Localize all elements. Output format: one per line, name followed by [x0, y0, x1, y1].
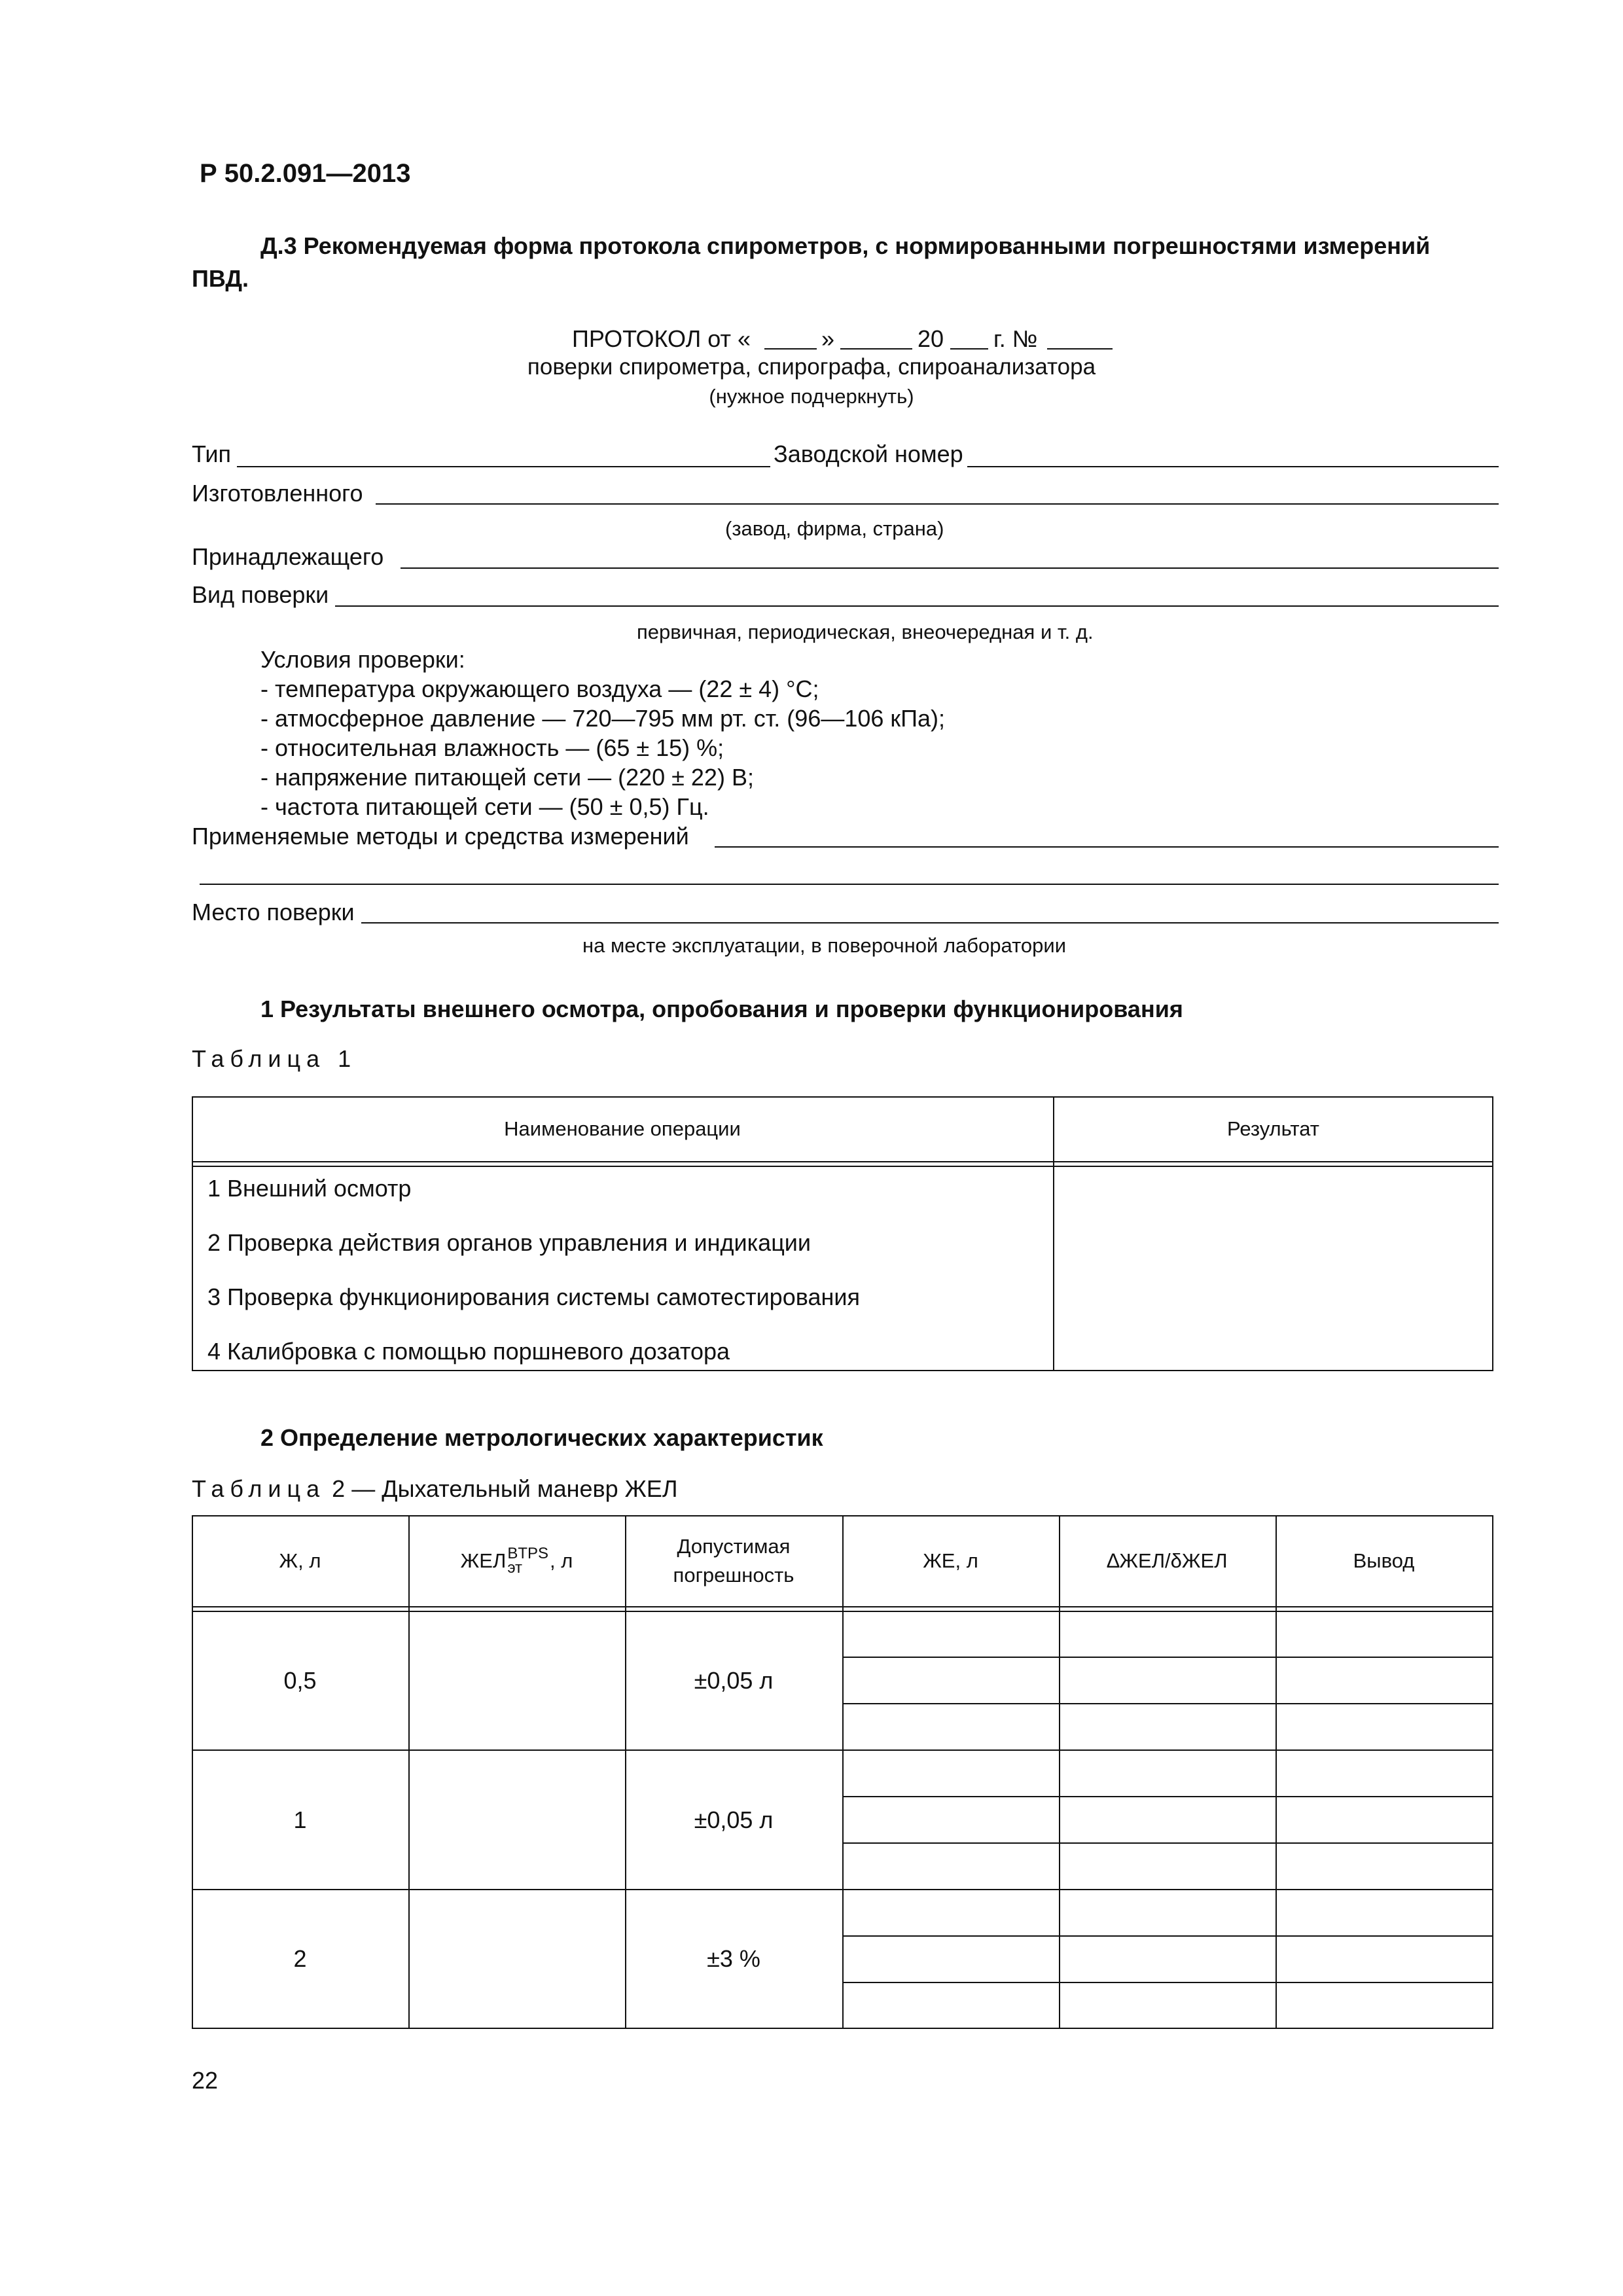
table-row: 1 Внешний осмотр	[207, 1175, 412, 1202]
made-label: Изготовленного	[192, 480, 363, 507]
verification-kind-hint: первичная, периодическая, внеочередная и т. д.	[637, 620, 1094, 643]
table-1-label: Таблица 1	[192, 1045, 357, 1072]
table-row: 2 Проверка действия органов управления и индикации	[207, 1229, 812, 1256]
table-row: 3 Проверка функционирования системы самотестирования	[207, 1283, 860, 1310]
table-2-title: 2 — Дыхательный маневр ЖЕЛ	[332, 1475, 678, 1502]
section-2-title: 2 Определение метрологических характеристик	[260, 1424, 823, 1451]
methods-field[interactable]	[715, 846, 1499, 848]
made-field[interactable]	[376, 503, 1499, 505]
table-1-header-operation: Наименование операции	[504, 1117, 741, 1140]
serial-label: Заводской номер	[774, 440, 963, 467]
table-2-header-volume: Ж, л	[279, 1549, 321, 1572]
verification-kind-label: Вид поверки	[192, 581, 329, 608]
table-2-header-tolerance	[625, 1515, 842, 1606]
number-blank	[1047, 348, 1113, 350]
table-row: 4 Калибровка с помощью поршневого дозатора	[207, 1338, 730, 1365]
header-tolerance-line-2: погрешность	[673, 1563, 794, 1587]
place-label: Место поверки	[192, 899, 355, 925]
table-2-tolerance-cell: ±0,05 л	[694, 1806, 774, 1833]
quote-close: »	[821, 325, 835, 352]
methods-field-continuation[interactable]	[200, 884, 1499, 885]
condition-temperature: - температура окружающего воздуха — (22 ± 4) °С;	[260, 675, 819, 702]
place-field[interactable]	[361, 922, 1499, 924]
month-blank	[840, 348, 912, 350]
protocol-title: ПРОТОКОЛ от «	[572, 325, 751, 352]
year-blank	[950, 348, 988, 350]
header-vc-sub: эт	[507, 1558, 523, 1577]
section-1-title: 1 Результаты внешнего осмотра, опробования и проверки функционирования	[260, 996, 1183, 1022]
table-1-header-result: Результат	[1227, 1117, 1319, 1140]
made-hint: (завод, фирма, страна)	[725, 517, 944, 540]
header-vc-main: ЖЕЛ	[460, 1549, 507, 1572]
condition-voltage: - напряжение питающей сети — (220 ± 22) В;	[260, 764, 754, 791]
condition-humidity: - относительная влажность — (65 ± 15) %;	[260, 734, 724, 761]
condition-pressure: - атмосферное давление — 720—795 мм рт. ст. (96—106 кПа);	[260, 705, 946, 732]
section-title: Д.3 Рекомендуемая форма протокола спирометров, с нормированными погрешностями измерений	[260, 232, 1431, 259]
condition-frequency: - частота питающей сети — (50 ± 0,5) Гц.	[260, 793, 709, 820]
year-prefix: 20	[918, 325, 944, 352]
type-field[interactable]	[237, 466, 770, 467]
table-2-label: Таблица	[192, 1475, 326, 1502]
table-2-header-error: ∆ЖЕЛ/δЖЕЛ	[1107, 1549, 1228, 1572]
owner-label: Принадлежащего	[192, 543, 384, 570]
table-1	[192, 1096, 1493, 1371]
protocol-note: (нужное подчеркнуть)	[709, 385, 914, 408]
table-2-header-conclusion: Вывод	[1353, 1549, 1415, 1572]
conditions-title: Условия проверки:	[260, 646, 465, 673]
table-2-caption	[192, 1475, 678, 1503]
type-label: Тип	[192, 440, 232, 467]
table-2-tolerance-cell: ±3 %	[707, 1945, 760, 1972]
place-hint: на месте эксплуатации, в поверочной лаборатории	[582, 934, 1067, 957]
table-2-volume-cell: 2	[293, 1945, 307, 1972]
table-2-header-measured: ЖЕ, л	[923, 1549, 978, 1572]
header-vc-unit: , л	[550, 1549, 573, 1572]
table-2-header-reference-vc	[408, 1515, 625, 1606]
number-label: г. №	[993, 325, 1038, 352]
document-code: Р 50.2.091—2013	[200, 159, 411, 188]
owner-field[interactable]	[401, 567, 1499, 569]
table-2-volume-cell: 1	[293, 1806, 307, 1833]
serial-field[interactable]	[967, 466, 1499, 467]
day-blank	[764, 348, 817, 350]
header-vc-sup: BTPS	[507, 1544, 548, 1562]
methods-label: Применяемые методы и средства измерений	[192, 823, 689, 850]
section-title-continuation: ПВД.	[192, 265, 249, 292]
table-2	[192, 1515, 1493, 2029]
header-vc-indices	[507, 1544, 548, 1577]
table-2-volume-cell: 0,5	[283, 1667, 317, 1694]
verification-kind-field[interactable]	[335, 605, 1499, 607]
page-number: 22	[192, 2067, 219, 2094]
header-tolerance-line-1: Допустимая	[677, 1534, 791, 1558]
table-2-tolerance-cell: ±0,05 л	[694, 1667, 774, 1694]
protocol-subtitle: поверки спирометра, спирографа, спироанализатора	[527, 354, 1096, 380]
